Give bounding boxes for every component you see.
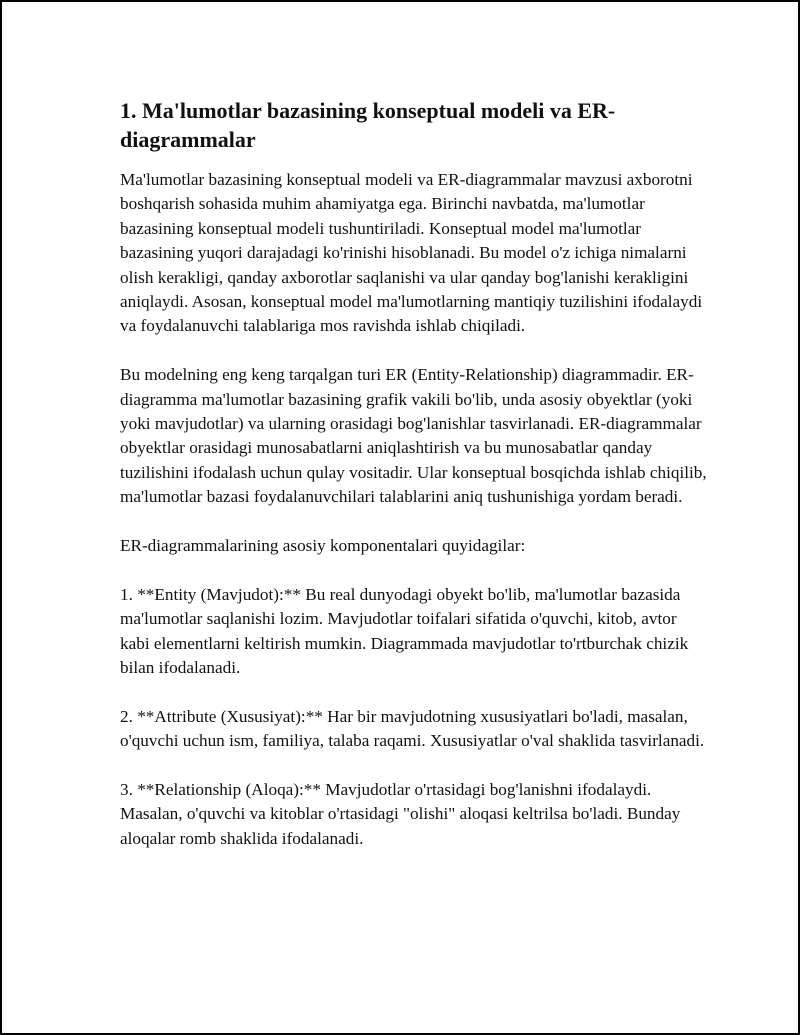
paragraph-attribute: 2. **Attribute (Xususiyat):** Har bir mavjudotning xususiyatlari bo'ladi, masalan, o'quvchi uchun ism, familiya, talaba raqami. Xususiyatlar o'val shaklida tasvirlanadi. xyxy=(120,706,705,751)
paragraph-relationship: 3. **Relationship (Aloqa):** Mavjudotlar o'rtasidagi bog'lanishni ifodalaydi. Masalan, o'quvchi va kitoblar o'rtasidagi "olishi" aloqasi keltrilsa bo'ladi. Bunday aloqalar romb shaklida ifodalanadi. xyxy=(120,780,681,848)
paragraph-er-diagram: Bu modelning eng keng tarqalgan turi ER (Entity-Relationship) diagrammadir. ER-diagramma ma'lumotlar bazasining grafik vakili bo'lib, unda asosiy obyektlar (yoki yoki mavjudotlar) va ularning orasidagi bog'lanishlar tasvirlanadi. ER-diagrammalar obyektlar orasidagi munosabatlarni aniqlashtirish va bu munosabatlar qanday tuzilishini ifodalash uchun qulay vositadir. Ular konseptual bosqichda ishlab chiqilib, ma'lumotlar bazasi foydalanuvchilari talablarini aniq tushunishiga yordam beradi. xyxy=(120,365,707,507)
document-body xyxy=(120,96,710,851)
paragraph-intro: Ma'lumotlar bazasining konseptual modeli va ER-diagrammalar mavzusi axborotni boshqarish sohasida muhim ahamiyatga ega. Birinchi navbatda, ma'lumotlar bazasining konseptual modeli tushuntiriladi. Konseptual model ma'lumotlar bazasining yuqori darajadagi ko'rinishi hisoblanadi. Bu model o'z ichiga nimalarni olish kerakligi, qanday axborotlar saqlanishi va ular qanday bog'lanishi kerakligini aniqlaydi. Asosan, konseptual model ma'lumotlarning mantiqiy tuzilishini ifodalaydi va foydalanuvchi talablariga mos ravishda ishlab chiqiladi. xyxy=(120,170,703,336)
paragraph-components-intro: ER-diagrammalarining asosiy komponentalari quyidagilar: xyxy=(120,536,526,556)
section-heading: 1. Ma'lumotlar bazasining konseptual modeli va ER-diagrammalar xyxy=(120,98,616,152)
paragraph-entity: 1. **Entity (Mavjudot):** Bu real dunyodagi obyekt bo'lib, ma'lumotlar bazasida ma'lumotlar saqlanishi lozim. Mavjudotlar toifalari sifatida o'quvchi, kitob, avtor kabi elementlarni keltirish mumkin. Diagrammada mavjudotlar to'rtburchak chizik bilan ifodalanadi. xyxy=(120,584,689,678)
